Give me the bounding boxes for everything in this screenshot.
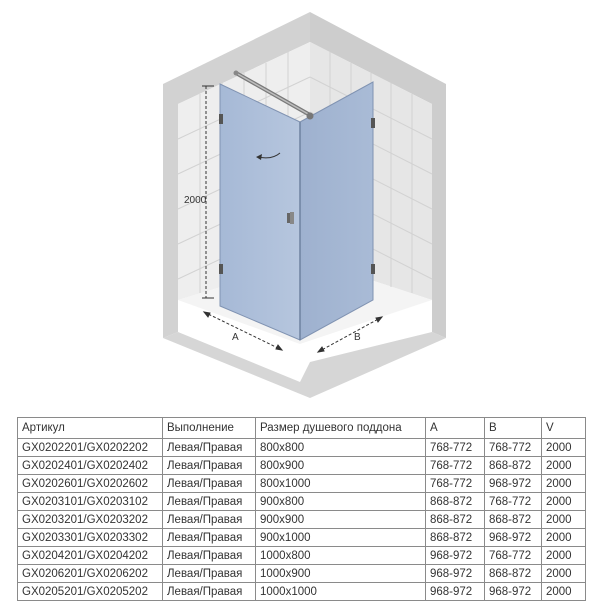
table-row [18,511,586,529]
table-row [18,547,586,565]
cell-execution: Левая/Правая [163,565,256,583]
cell-a: 868-872 [426,529,485,547]
cell-a: 768-772 [426,475,485,493]
cell-tray-size: 1000x800 [256,547,426,565]
header-article: Артикул [18,418,163,439]
cell-a: 968-972 [426,565,485,583]
cell-b: 968-972 [485,529,542,547]
cell-article: GX0206201/GX0206202 [18,565,163,583]
cell-article: GX0202601/GX0202602 [18,475,163,493]
cell-tray-size: 900x900 [256,511,426,529]
handle-icon [287,212,294,224]
cell-tray-size: 900x1000 [256,529,426,547]
spec-table [17,417,586,601]
cell-execution: Левая/Правая [163,493,256,511]
cell-article: GX0204201/GX0204202 [18,547,163,565]
cell-a: 968-972 [426,583,485,601]
cell-v: 2000 [542,547,586,565]
cell-b: 868-872 [485,511,542,529]
cell-v: 2000 [542,511,586,529]
table-row [18,565,586,583]
cell-a: 868-872 [426,493,485,511]
cell-article: GX0203301/GX0203302 [18,529,163,547]
table-row [18,583,586,601]
cell-v: 2000 [542,529,586,547]
cell-b: 768-772 [485,439,542,457]
cell-tray-size: 1000x900 [256,565,426,583]
cell-b: 768-772 [485,493,542,511]
table-row [18,475,586,493]
cell-execution: Левая/Правая [163,439,256,457]
cell-article: GX0205201/GX0205202 [18,583,163,601]
table-header-row [18,418,586,439]
cell-b: 968-972 [485,583,542,601]
cell-v: 2000 [542,457,586,475]
cell-article: GX0202201/GX0202202 [18,439,163,457]
cell-b: 968-972 [485,475,542,493]
cell-b: 768-772 [485,547,542,565]
cell-a: 768-772 [426,439,485,457]
cell-v: 2000 [542,565,586,583]
cell-v: 2000 [542,583,586,601]
table-row [18,493,586,511]
cell-v: 2000 [542,439,586,457]
table-row [18,457,586,475]
cell-execution: Левая/Правая [163,511,256,529]
header-v: V [542,418,586,439]
cell-article: GX0203201/GX0203202 [18,511,163,529]
cell-a: 968-972 [426,547,485,565]
header-tray-size: Размер душевого поддона [256,418,426,439]
cell-tray-size: 800x800 [256,439,426,457]
height-label: 2000 [184,195,207,206]
table-row [18,439,586,457]
side-glass-panel [300,82,373,340]
cell-a: 768-772 [426,457,485,475]
header-execution: Выполнение [163,418,256,439]
cell-article: GX0203101/GX0203102 [18,493,163,511]
table-row [18,529,586,547]
cell-b: 868-872 [485,565,542,583]
front-glass-panel [220,84,300,340]
dimension-b-label: B [354,332,361,343]
cell-article: GX0202401/GX0202402 [18,457,163,475]
cell-execution: Левая/Правая [163,475,256,493]
cell-tray-size: 1000x1000 [256,583,426,601]
cell-execution: Левая/Правая [163,547,256,565]
cell-execution: Левая/Правая [163,529,256,547]
header-b: B [485,418,542,439]
cell-tray-size: 900x800 [256,493,426,511]
cell-a: 868-872 [426,511,485,529]
cell-execution: Левая/Правая [163,583,256,601]
cell-v: 2000 [542,493,586,511]
cell-v: 2000 [542,475,586,493]
cell-tray-size: 800x1000 [256,475,426,493]
cell-tray-size: 800x900 [256,457,426,475]
header-a: A [426,418,485,439]
cell-b: 868-872 [485,457,542,475]
cell-execution: Левая/Правая [163,457,256,475]
dimension-a-label: A [232,332,239,343]
